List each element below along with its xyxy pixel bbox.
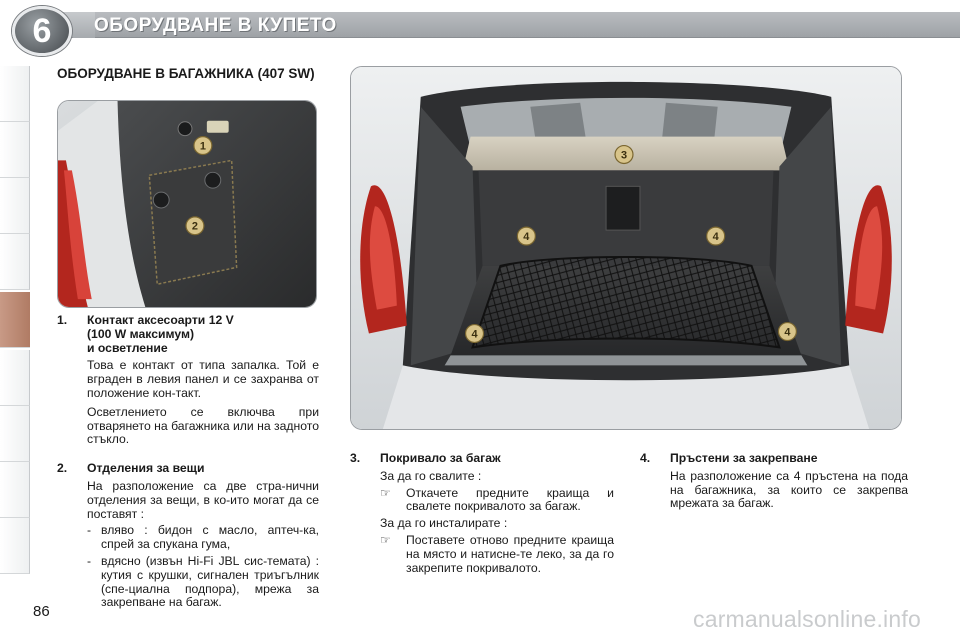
side-tab-9[interactable] <box>0 462 30 518</box>
callout-3-label: 3 <box>620 149 628 162</box>
chapter-number-badge: 6 <box>12 6 72 56</box>
text-column-middle <box>350 452 614 578</box>
callout-4-marker-top-right <box>707 227 725 245</box>
side-tab-2[interactable] <box>0 122 30 178</box>
item-paragraph: Осветлението се включва при отварянето на багажника или на задното стъкло. <box>87 404 319 447</box>
item-title: Отделения за вещи <box>87 461 205 476</box>
list-item-text: Поставете отново предните краища на място и натисне-те леко, за да го закрепите покривалото. <box>406 532 614 575</box>
text-column-right <box>640 452 908 516</box>
item-number: 1. <box>57 313 68 327</box>
side-tab-1[interactable] <box>0 66 30 122</box>
side-tab-4[interactable] <box>0 234 30 290</box>
item-title: Контакт аксесоарти 12 V (100 W максимум) и осветление <box>87 313 234 355</box>
list-item-text: вдясно (извън Hi-Fi JBL сис-темата) : кутия с крушки, сигнален триъгълник (спе-циална подпора), мрежа за закрепване на багаж. <box>101 553 319 610</box>
side-tab-6-active[interactable] <box>0 292 30 348</box>
side-tab-3[interactable] <box>0 178 30 234</box>
trunk-side-panel-illustration <box>58 101 316 307</box>
chapter-header <box>0 0 960 56</box>
item-accessory-socket <box>57 314 319 447</box>
open-trunk-photo <box>350 66 902 430</box>
item-paragraph: На разположение са две стра-нични отделения за вещи, в ко-ито могат да се поставят : <box>87 478 319 521</box>
callout-4-marker-bottom-left <box>466 325 484 343</box>
item-paragraph: Това е контакт от типа запалка. Той е вграден в левия панел и се захранва от положение кон-такт. <box>87 358 319 400</box>
side-tab-8[interactable] <box>0 406 30 462</box>
section-title: ОБОРУДВАНЕ В БАГАЖНИКА (407 SW) <box>57 66 315 81</box>
list-item <box>87 524 319 552</box>
callout-4-marker-top-left <box>517 227 535 245</box>
callout-1-label: 1 <box>199 140 206 153</box>
callout-2-marker <box>186 217 204 235</box>
callout-3-marker <box>615 146 633 164</box>
text-column-left <box>57 314 319 613</box>
item-number: 2. <box>57 461 68 476</box>
open-trunk-illustration <box>351 67 901 429</box>
callout-4-label: 4 <box>784 326 791 339</box>
chapter-title: ОБОРУДВАНЕ В КУПЕТО <box>94 15 337 36</box>
list-item <box>380 487 614 515</box>
item-paragraph: За да го инсталирате : <box>380 516 508 531</box>
item-number: 3. <box>350 451 361 465</box>
callout-4-marker-bottom-right <box>778 323 796 341</box>
list-item <box>87 555 319 610</box>
item-title: Пръстени за закрепване <box>670 451 818 465</box>
list-item <box>380 534 614 575</box>
callout-4-label: 4 <box>471 328 478 341</box>
list-item-text: Откачете предните краища и свалете покривалото за багаж. <box>406 485 614 514</box>
item-anchoring-rings <box>640 452 908 511</box>
callout-4-label: 4 <box>523 231 530 244</box>
item-luggage-cover <box>350 452 614 575</box>
site-watermark: carmanualsonline.info <box>693 606 921 632</box>
page-number: 86 <box>33 603 50 620</box>
pointing-hand-icon: ☞ <box>380 485 391 500</box>
callout-4-label: 4 <box>712 231 719 244</box>
side-tab-7[interactable] <box>0 350 30 406</box>
callout-2-label: 2 <box>191 220 198 233</box>
list-item-text: вляво : бидон с масло, аптеч-ка, спрей за спукана гума, <box>101 523 319 552</box>
item-paragraph: На разположение са 4 пръстена на пода на багажника, за които се закрепва мрежата за багаж. <box>670 468 908 511</box>
pointing-hand-icon: ☞ <box>380 532 391 547</box>
dash-bullet: - <box>87 523 92 538</box>
trunk-side-panel-photo <box>57 100 317 308</box>
item-paragraph: За да го свалите : <box>380 468 482 483</box>
side-tab-10[interactable] <box>0 518 30 574</box>
item-number: 4. <box>640 451 651 465</box>
callout-1-marker <box>194 137 212 155</box>
chapter-side-tabs <box>0 66 30 576</box>
item-title: Покривало за багаж <box>380 451 501 465</box>
dash-bullet: - <box>87 553 92 568</box>
item-storage-compartments <box>57 462 319 610</box>
